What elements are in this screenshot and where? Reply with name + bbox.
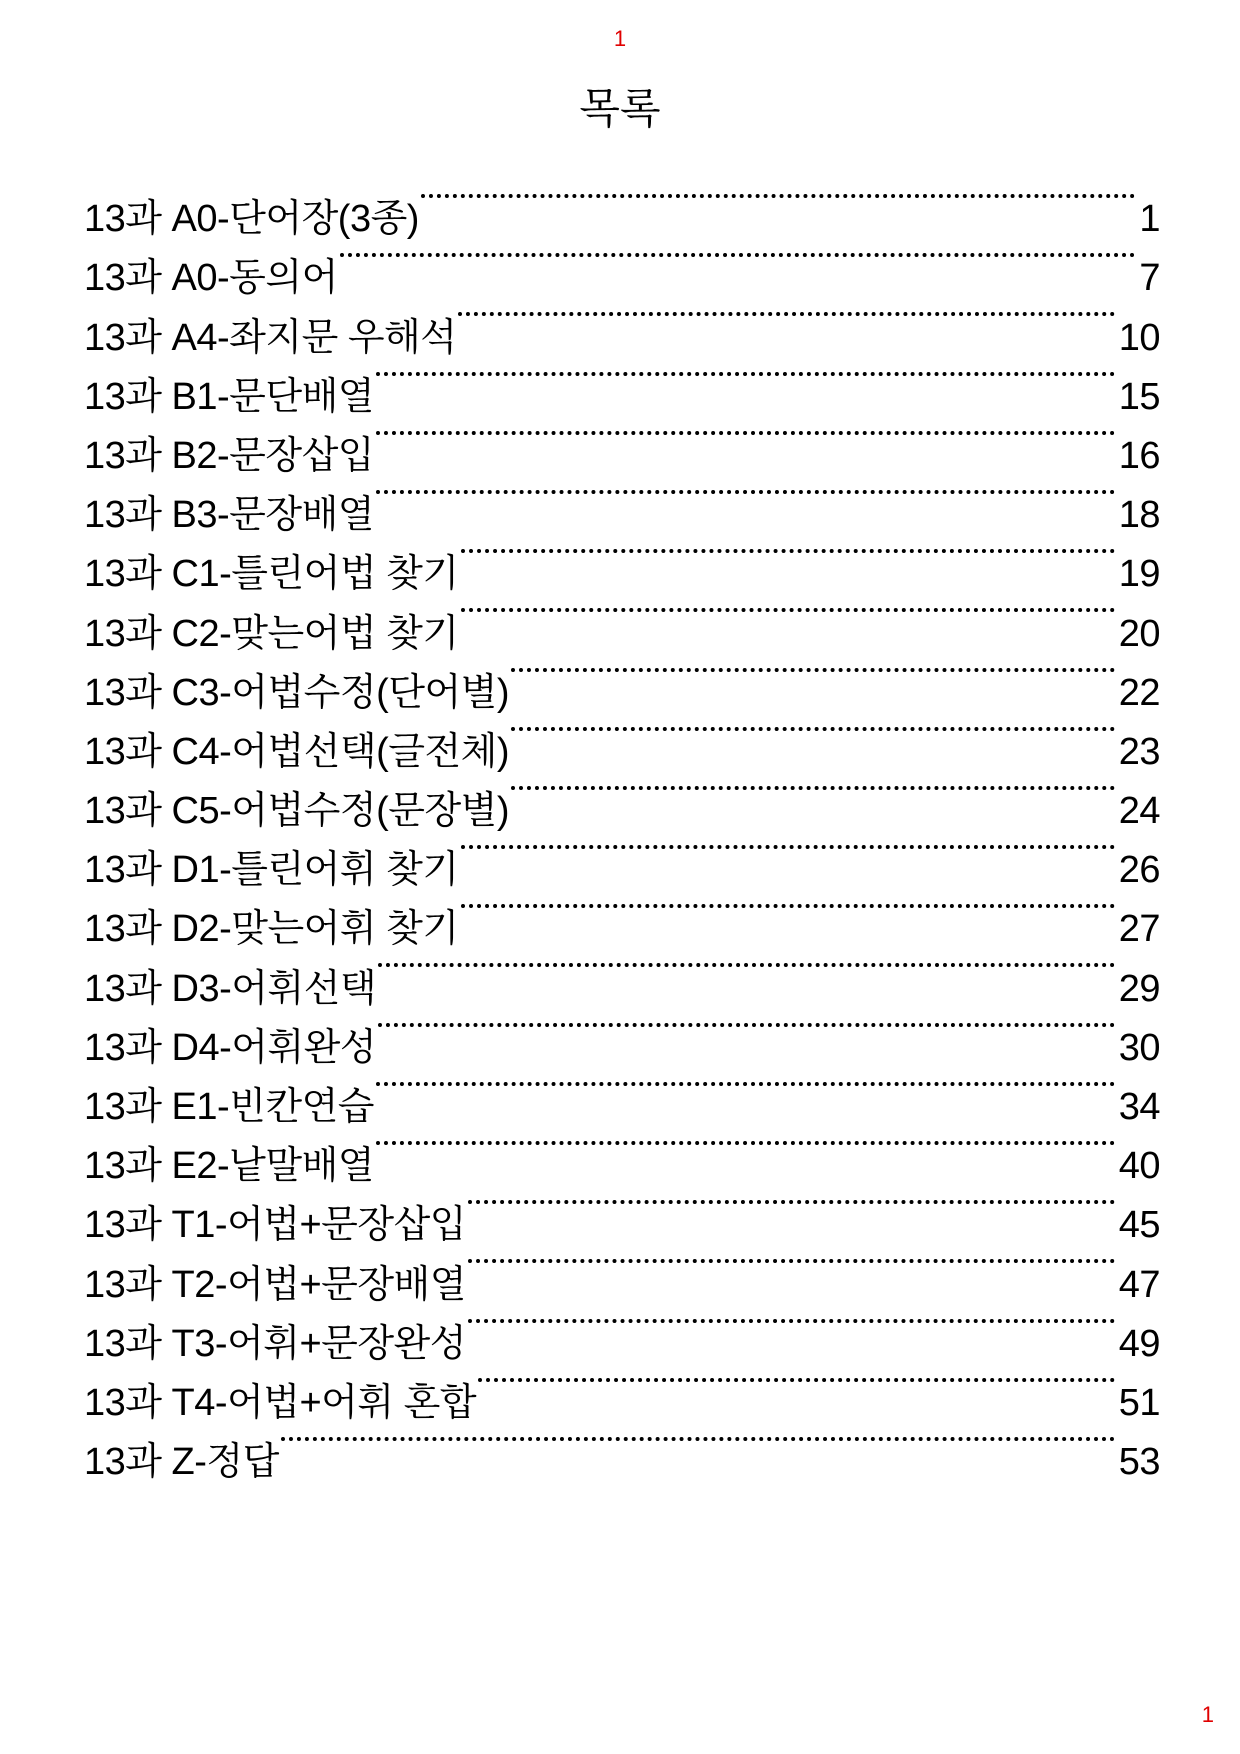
toc-entry-label: 13과 D2-맞는어휘 찾기 <box>84 908 459 951</box>
toc-entry-page: 49 <box>1118 1322 1160 1365</box>
toc-entry-label: 13과 T4-어법+어휘 혼합 <box>84 1381 477 1424</box>
toc-dot-leader <box>421 172 1135 231</box>
toc-entry-page: 51 <box>1118 1381 1160 1424</box>
toc-entry-label: 13과 D4-어휘완성 <box>84 1026 377 1069</box>
toc-entry-label: 13과 C1-틀린어법 찾기 <box>84 553 459 596</box>
toc-entry-page: 26 <box>1118 849 1160 892</box>
page-title: 목록 <box>579 84 661 133</box>
toc-entry-page: 47 <box>1118 1263 1160 1306</box>
toc-entry-label: 13과 E1-빈칸연습 <box>84 1086 374 1128</box>
toc-dot-leader <box>378 941 1115 1000</box>
toc-dot-leader <box>376 468 1115 527</box>
toc-entry-page: 15 <box>1118 375 1160 418</box>
toc-entry-page: 19 <box>1118 553 1160 596</box>
toc-entry-page: 18 <box>1118 494 1160 537</box>
toc-entry-label: 13과 A4-좌지문 우해석 <box>84 316 457 359</box>
toc-entry-page: 22 <box>1118 671 1160 714</box>
toc-dot-leader <box>511 705 1115 764</box>
toc-dot-leader <box>478 1356 1115 1415</box>
toc-entry-label: 13과 C3-어법수정(단어별) <box>84 671 510 714</box>
toc-entry-label: 13과 T2-어법+문장배열 <box>84 1263 466 1306</box>
toc-entry-label: 13과 A0-단어장(3종) <box>84 198 419 241</box>
toc-dot-leader <box>468 1297 1115 1356</box>
toc-entry[interactable] <box>84 172 1160 241</box>
toc-dot-leader <box>376 350 1115 409</box>
toc-entry-page: 24 <box>1118 790 1160 833</box>
toc-dot-leader <box>376 1060 1115 1119</box>
toc-dot-leader <box>461 882 1115 941</box>
toc-entry-label: 13과 B3-문장배열 <box>84 494 374 537</box>
toc-dot-leader <box>376 409 1115 468</box>
toc-entry-label: 13과 C5-어법수정(문장별) <box>84 790 510 833</box>
toc-entry-page: 20 <box>1118 612 1160 655</box>
toc-entry-page: 1 <box>1139 198 1160 241</box>
toc-dot-leader <box>281 1415 1115 1474</box>
toc-dot-leader <box>468 1178 1115 1237</box>
toc-entry-label: 13과 B1-문단배열 <box>84 375 374 418</box>
toc-dot-leader <box>468 1237 1115 1296</box>
toc-dot-leader <box>511 764 1115 823</box>
toc-entry-page: 29 <box>1118 967 1160 1010</box>
toc-entry-page: 27 <box>1118 908 1160 951</box>
toc-dot-leader <box>461 586 1115 645</box>
toc-dot-leader <box>461 527 1115 586</box>
toc-entry-page: 40 <box>1118 1145 1160 1188</box>
toc-entry-label: 13과 E2-낱말배열 <box>84 1145 374 1188</box>
toc-entry-label: 13과 C2-맞는어법 찾기 <box>84 612 459 655</box>
toc-dot-leader <box>378 1001 1115 1060</box>
toc-dot-leader <box>458 290 1114 349</box>
toc-dot-leader <box>511 646 1115 705</box>
toc-entry-page: 7 <box>1139 257 1160 300</box>
table-of-contents <box>84 172 1160 1484</box>
toc-entry-page: 30 <box>1118 1026 1160 1069</box>
toc-entry-page: 10 <box>1118 316 1160 359</box>
toc-entry-label: 13과 C4-어법선택(글전체) <box>84 730 510 773</box>
toc-entry-label: 13과 D3-어휘선택 <box>84 967 377 1010</box>
header-page-number: 1 <box>613 26 627 51</box>
toc-dot-leader <box>376 1119 1115 1178</box>
toc-entry-page: 16 <box>1118 434 1160 477</box>
toc-entry-label: 13과 T1-어법+문장삽입 <box>84 1204 466 1247</box>
toc-entry-label: 13과 Z-정답 <box>84 1441 279 1484</box>
toc-entry-page: 53 <box>1118 1441 1160 1484</box>
toc-entry-page: 34 <box>1118 1086 1160 1128</box>
footer-page-number: 1 <box>1201 1702 1214 1727</box>
toc-entry-page: 45 <box>1118 1204 1160 1247</box>
toc-dot-leader <box>461 823 1115 882</box>
toc-entry-label: 13과 D1-틀린어휘 찾기 <box>84 849 459 892</box>
toc-entry-label: 13과 T3-어휘+문장완성 <box>84 1322 466 1365</box>
toc-entry-label: 13과 A0-동의어 <box>84 257 338 300</box>
toc-dot-leader <box>340 231 1136 290</box>
toc-entry-page: 23 <box>1118 730 1160 773</box>
toc-entry-label: 13과 B2-문장삽입 <box>84 434 374 477</box>
